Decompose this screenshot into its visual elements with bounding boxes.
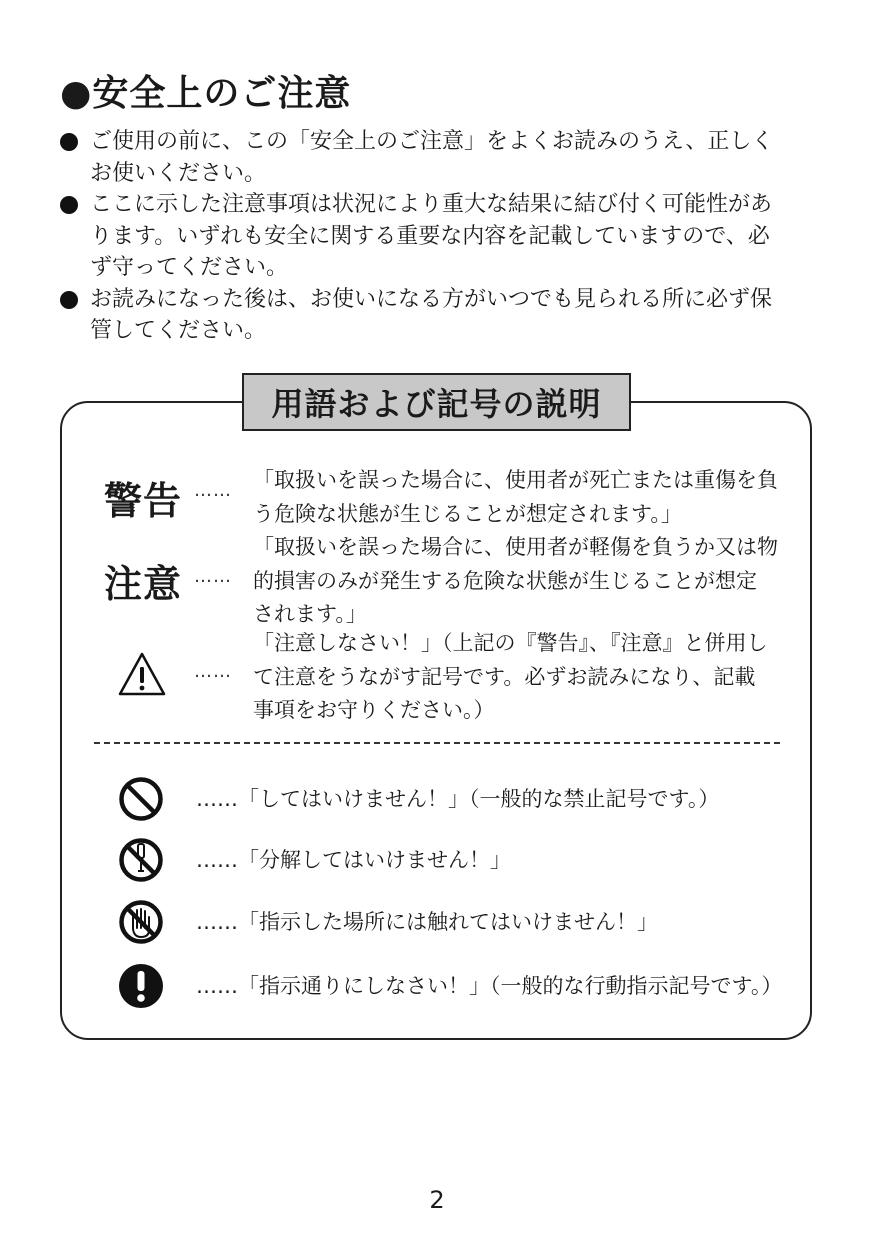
leader-dots: …… [194,566,232,587]
bullet-icon [60,291,78,309]
term-caution: 注意 [103,562,182,606]
prohibition-icon [118,776,164,822]
intro-item: ご使用の前に、この「安全上のご注意」をよくお読みのうえ、正しく お使いください。 [60,126,805,189]
no-disassembly-icon [118,837,164,883]
leader-dots: …… [194,661,232,682]
explanation-box-title: 用語および記号の説明 [242,373,631,431]
term-attention-description: 「注意しなさい！」（上記の『警告』、『注意』と併用し て注意をうながす記号です。必ずお読みになり、記載 事項をお守りください。） [253,631,768,722]
symbol-no-touch-text: ……「指示した場所には触れてはいけません！」 [196,910,658,934]
leader-dots: …… [194,480,232,501]
symbol-no-disassembly-text: ……「分解してはいけません！」 [196,848,511,872]
symbol-prohibition-text: ……「してはいけません！」（一般的な禁止記号です。） [196,787,720,811]
bullet-icon [60,133,78,151]
intro-item: ここに示した注意事項は状況により重大な結果に結び付く可能性があ ります。いずれも安全に関する重要な内容を記載していますので、必 ず守ってください。 [60,189,805,284]
term-warning: 警告 [103,479,182,523]
intro-list [60,126,805,347]
bullet-icon [60,196,78,214]
warning-triangle-icon [117,651,167,697]
page-title: ●安全上のご注意 [60,73,352,114]
symbol-mandatory-text: ……「指示通りにしなさい！」（一般的な行動指示記号です。） [196,974,783,998]
dashed-divider [94,742,780,744]
term-warning-description: 「取扱いを誤った場合に、使用者が死亡または重傷を負 う危険な状態が生じることが想定されます。」 [253,468,778,526]
no-touch-icon [118,899,164,945]
intro-item: お読みになった後は、お使いになる方がいつでも見られる所に必ず保 管してください。 [60,284,805,347]
page-number: 2 [429,1186,445,1214]
mandatory-icon [118,963,164,1009]
term-caution-description: 「取扱いを誤った場合に、使用者が軽傷を負うか又は物 的損害のみが発生する危険な状態が生じることが想定 されます。」 [253,535,778,626]
